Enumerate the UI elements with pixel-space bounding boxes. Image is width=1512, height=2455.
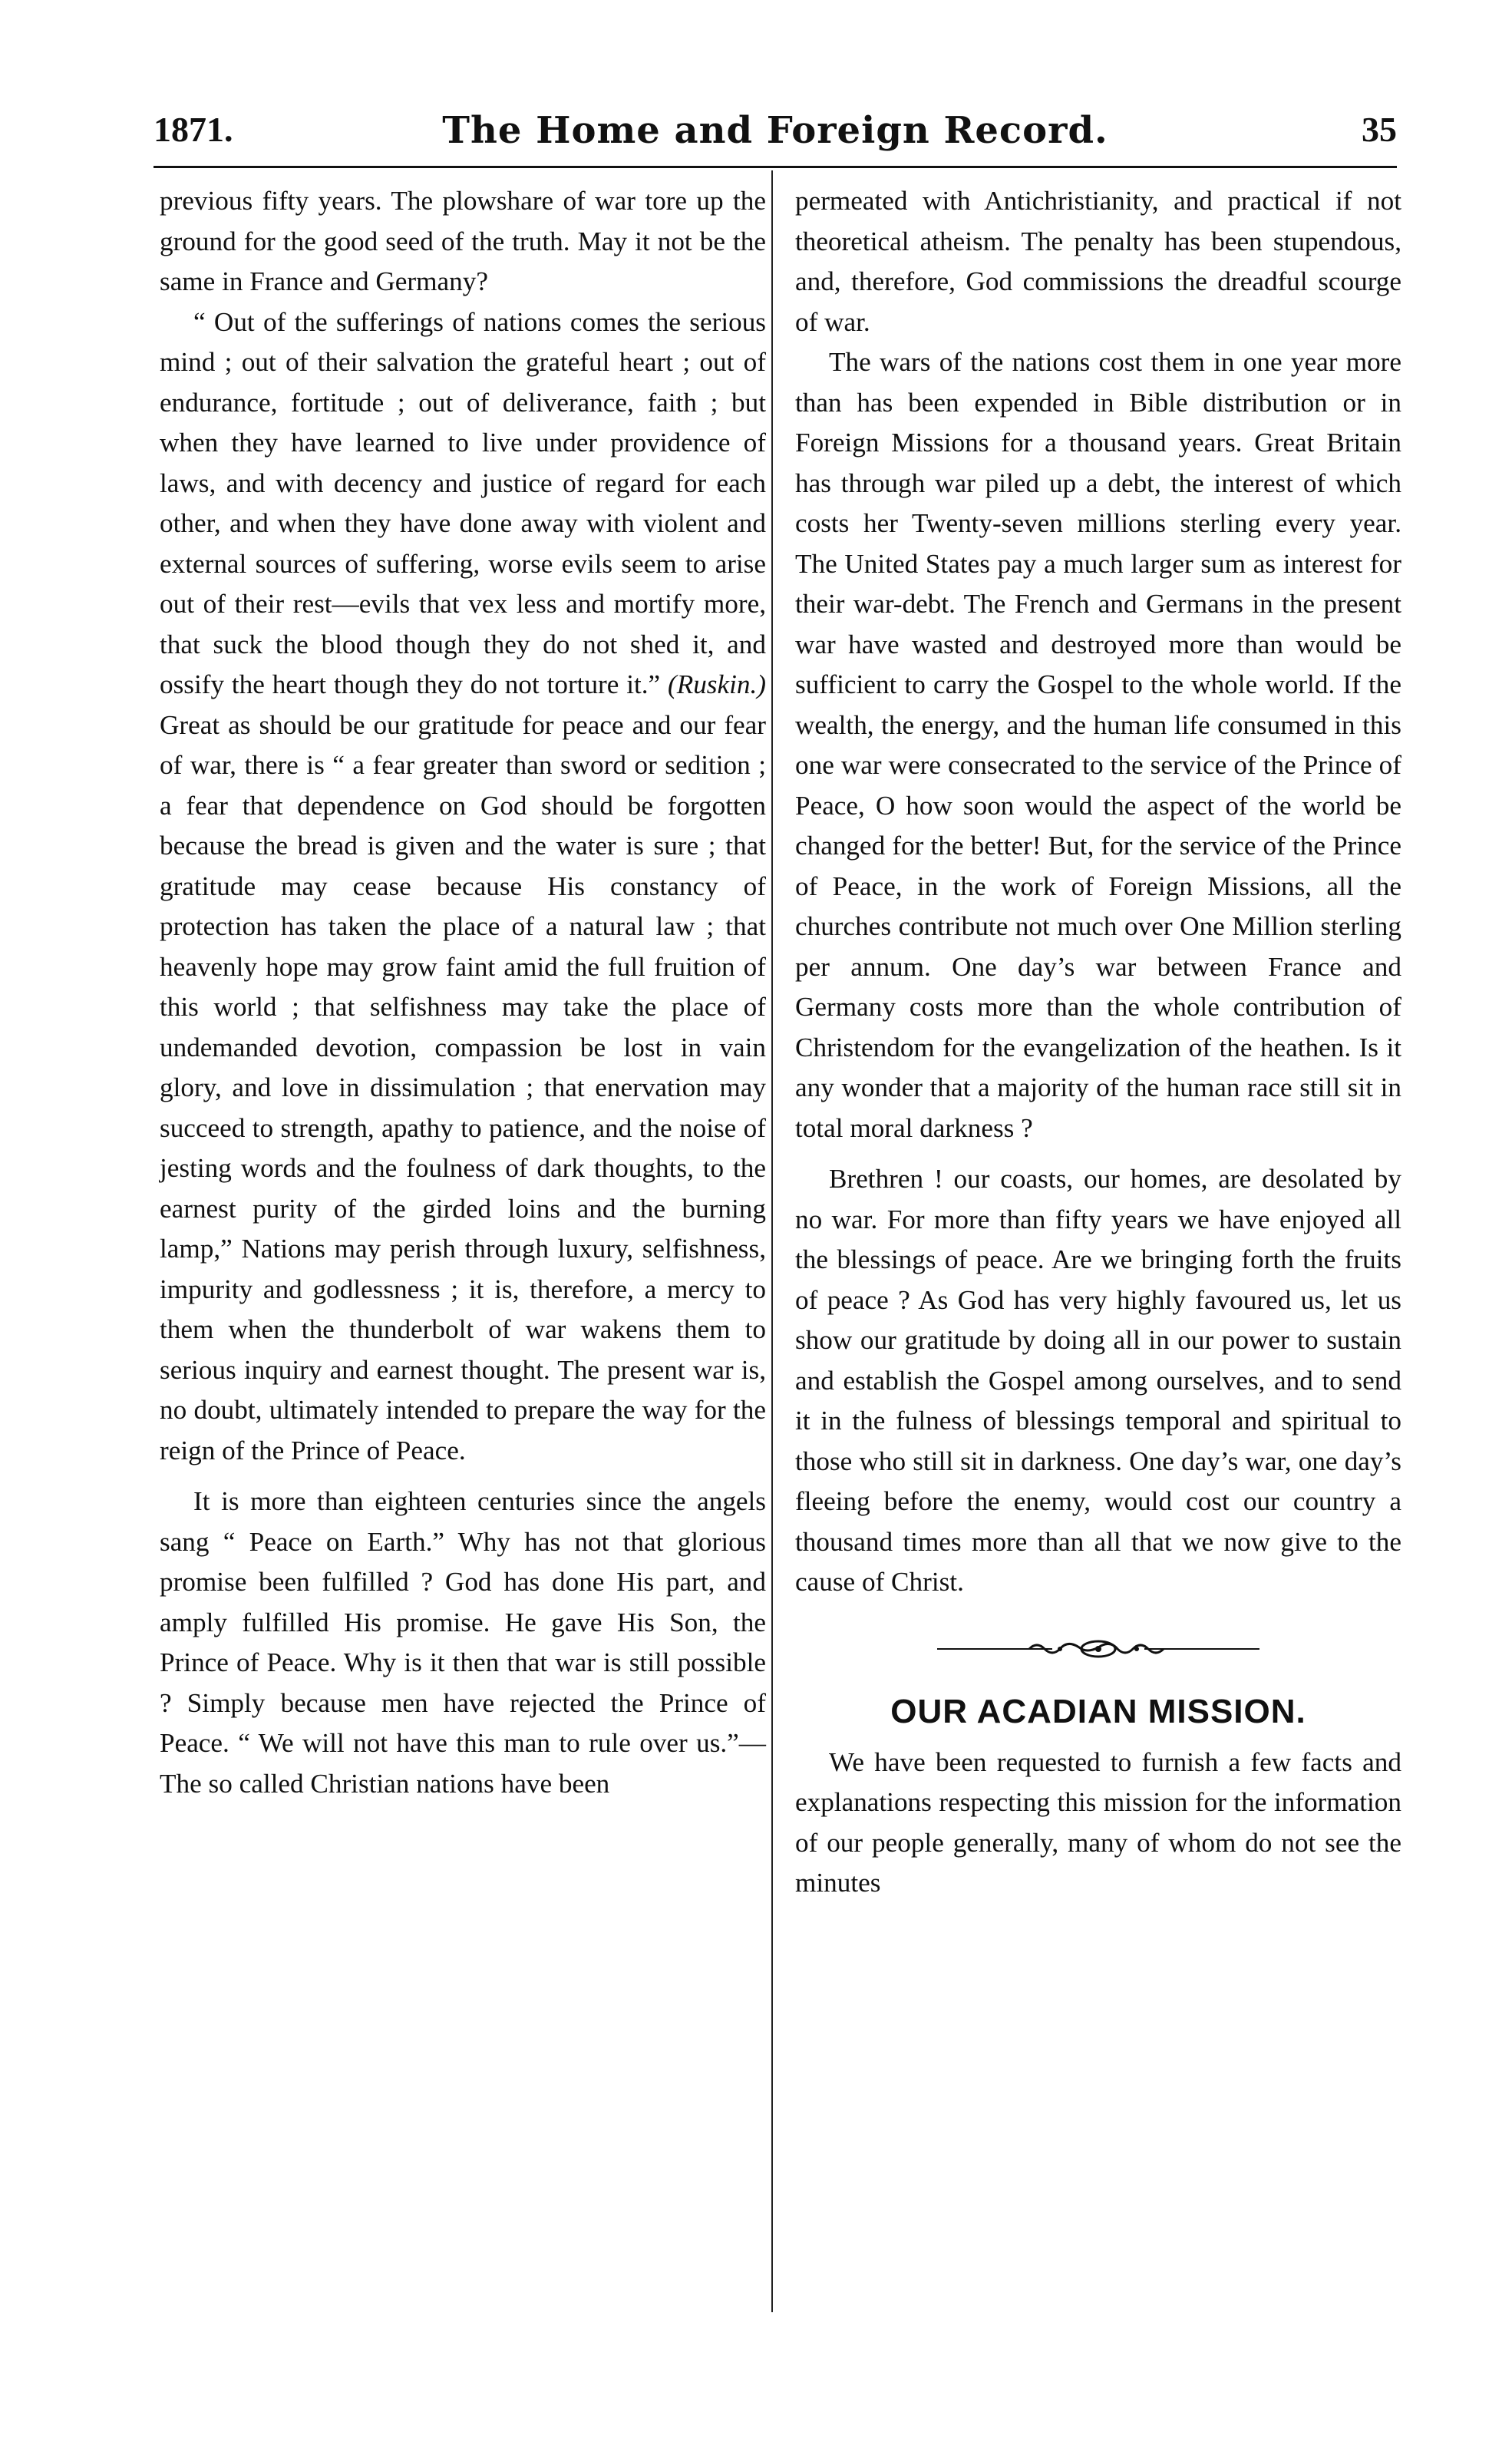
section-title: OUR ACADIAN MISSION. (890, 1692, 1306, 1730)
left-paragraph-1: previous fifty years. The plowshare of war tore up the ground for the good seed of the truth. May it not be the same in France and Germany? (160, 186, 766, 296)
section-ornament-icon (937, 1634, 1259, 1664)
header-rule (154, 166, 1397, 168)
right-column (795, 181, 1401, 1904)
page-number: 35 (1362, 110, 1397, 149)
right-paragraph-3: Brethren ! our coasts, our homes, are desolated by no war. For more than fifty years we have enjoyed all the blessings of peace. Are we bringing forth the fruits of peace ? As God has very highly favoured us, let us show our gratitude by doing all in our power to sustain and establish the Gospel among ourselves, and to send it in the fulness of blessings temporal and spiritual to those who still sit in darkness. One day’s war, one day’s fleeing before the enemy, would cost our country a thousand times more than all that we now give to the cause of Christ. (795, 1164, 1401, 1597)
column-divider (771, 170, 773, 2312)
header-title: The Home and Foreign Record. (442, 109, 1108, 152)
left-column (160, 181, 766, 1804)
left-paragraph-3: It is more than eighteen centuries since the angels sang “ Peace on Earth.” Why has not that glorious promise been fulfilled ? God has done His part, and amply fulfilled His promise. He gave His Son, the Prince of Peace. Why is it then that war is still possible ? Simply because men have rejected the Prince of Peace. “ We will not have this man to rule over us.”— The so called Christian nations have been (160, 1486, 766, 1799)
left-paragraph-2 (160, 302, 766, 1472)
right-paragraph-1: permeated with Antichristianity, and practical if not theoretical atheism. The penalty has been stupendous, and, therefore, God commissions the dreadful scourge of war. (795, 186, 1401, 337)
header-year: 1871. (154, 110, 233, 149)
ruskin-citation: (Ruskin.) (668, 669, 767, 699)
left-paragraph-2-continued: Great as should be our gratitude for peace and our fear of war, there is “ a fear greater than sword or sedition ; a fear that dependence on God should be forgotten because the bread is given and the water is sure ; that gratitude may cease because His constancy of protection has taken the place of a natural law ; that heavenly hope may grow faint amid the full fruition of this world ; that selfishness may take the place of undemanded devotion, compassion be lost in vain glory, and love in dissimulation ; that enervation may succeed to strength, apathy to patience, and the noise of jesting words and the foulness of dark thoughts, to the earnest purity of the girded loins and the burning lamp,” Nations may perish through luxury, selfishness, impurity and godlessness ; it is, therefore, a mercy to them when the thunderbolt of war wakens them to serious inquiry and earnest thought. The present war is, no doubt, ultimately intended to prepare the way for the reign of the Prince of Peace. (160, 709, 766, 1465)
right-paragraph-4: We have been requested to furnish a few facts and explanations respecting this mission for the information of our people generally, many of whom do not see the minutes (795, 1746, 1401, 1898)
ruskin-quote: “ Out of the sufferings of nations comes the serious mind ; out of their salvation the grateful heart ; out of endurance, fortitude ; out of deliverance, faith ; but when they have learned to live under providence of laws, and with decency and justice of regard for each other, and when they have done away with violent and external sources of suffering, worse evils seem to arise out of their rest—evils that vex less and mortify more, that suck the blood though they do not shed it, and ossify the heart though they do not torture it.” (160, 306, 766, 699)
running-header (154, 109, 1397, 163)
right-paragraph-2: The wars of the nations cost them in one year more than has been expended in Bible distribution or in Foreign Missions for a thousand years. Great Britain has through war piled up a debt, the interest of which costs her Twenty-seven millions sterling every year. The United States pay a much larger sum as interest for their war-debt. The French and Germans in the present war have wasted and destroyed more than would be sufficient to carry the Gospel to the whole world. If the wealth, the energy, and the human life consumed in this one war were consecrated to the service of the Prince of Peace, O how soon would the aspect of the world be changed for the better! But, for the service of the Prince of Peace, in the work of Foreign Missions, all the churches contribute not much over One Million sterling per annum. One day’s war between France and Germany costs more than the whole contribution of Christendom for the evangelization of the heathen. Is it any wonder that a majority of the human race still sit in total moral darkness ? (795, 347, 1401, 1143)
